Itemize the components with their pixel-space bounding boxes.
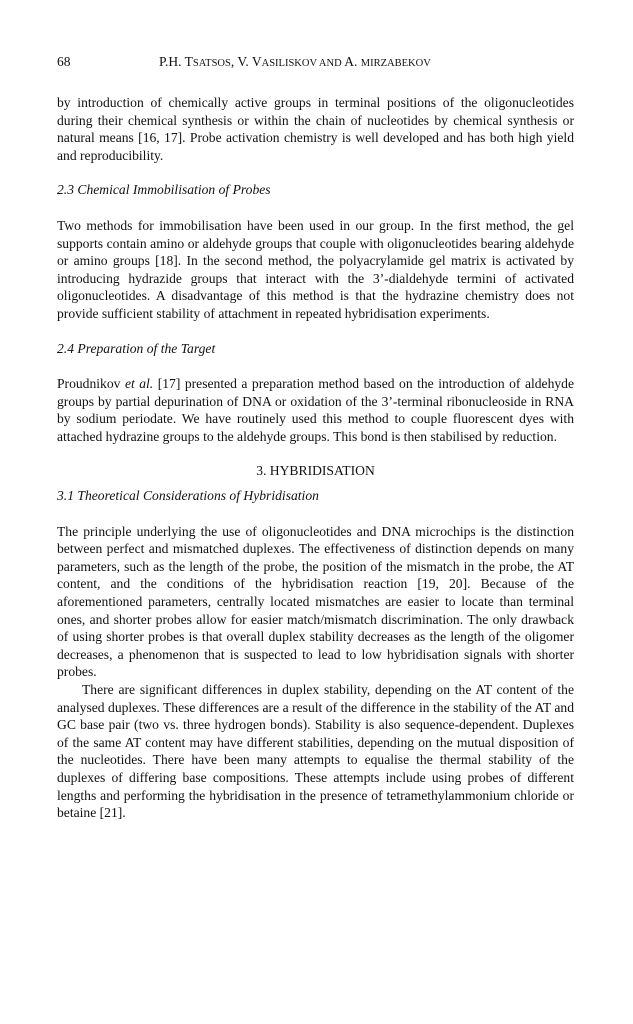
author-surname-rest: ASILISKOV <box>261 58 317 69</box>
page-number: 68 <box>57 54 71 69</box>
paragraph-immobilisation: Two methods for immobilisation have been used in our group. In the first method, the gel supports contain amino or aldehyde groups that couple with oligonucleotides bearing aldehyde or amino groups [18]. In the second method, the polyacrylamide gel matrix is activated by introducing hydrazide groups that interact with the 3’-dialdehyde termini of activated oligonucleotides. A disadvantage of this method is that the hydrazine chemistry does not provide sufficient stability of attachment in repeated hybridisation experiments. <box>57 217 574 321</box>
author-separator: AND <box>316 58 345 69</box>
subsection-heading-2-4: 2.4 Preparation of the Target <box>57 340 216 356</box>
paragraph-intro: by introduction of chemically active groups in terminal positions of the oligonucleotides during their chemical synthesis or within the chain of nucleotides by chemical synthesis or natural means [16, 17]. Probe activation chemistry is well developed and has both high yield and reproducibility. <box>57 95 574 163</box>
section-heading-3: 3. HYBRIDISATION <box>256 462 375 478</box>
paragraph-duplex-stability: There are significant differences in duplex stability, depending on the AT content of the analysed duplexes. These differences are a result of the difference in the stability of the AT and GC base pair (two vs. three hydrogen bonds). Stability is also sequence-dependent. Duplexes of the same AT content may have different stabilities, depending on the mutual disposition of the nucleotides. There have been many attempts to equalise the thermal stability of the duplexes of differing base compositions. These attempts include using probes of different lengths and performing the hybridisation in the presence of tetramethylammonium chloride or betaine [21]. <box>57 682 574 821</box>
author-initials: A. <box>344 54 361 69</box>
author-surname-rest: SATSOS <box>192 58 231 69</box>
author-surname-first: V <box>251 54 262 69</box>
et-al: et al. <box>124 376 154 392</box>
author-name: Proudnikov <box>57 376 125 392</box>
page <box>57 54 574 822</box>
paragraph-text: [17] presented a preparation method based on the introduction of aldehyde groups by partial depurination of DNA or oxidation of the 3’-terminal ribonucleoside in RNA by sodium periodate. We have routinely used this method to couple fluorescent dyes with attached hydrazine groups to the aldehyde groups. This bond is then stabilised by reduction. <box>57 376 575 444</box>
running-head <box>57 54 574 74</box>
subsection-heading-3-1: 3.1 Theoretical Considerations of Hybridisation <box>57 488 319 504</box>
author-surname-rest: MIRZABEKOV <box>360 58 431 69</box>
author-initials: V. <box>237 54 252 69</box>
paragraph-target-preparation <box>57 375 574 445</box>
running-title-authors <box>159 54 431 70</box>
author-separator: , <box>230 54 238 69</box>
author-initials: P.H. <box>159 54 185 69</box>
author-surname-first: T <box>184 54 193 69</box>
subsection-heading-2-3: 2.3 Chemical Immobilisation of Probes <box>57 182 271 198</box>
paragraph-hybridisation-principle: The principle underlying the use of oligonucleotides and DNA microchips is the distinction between perfect and mismatched duplexes. The effectiveness of distinction depends on many parameters, such as the length of the probe, the position of the mismatch in the probe, the AT content, and the conditions of the hybridisation reaction [19, 20]. Because of the aforementioned parameters, centrally located mismatches are easier to locate than terminal ones, and shorter probes allow for easier match/mismatch discrimination. The only drawback of using shorter probes is that overall duplex stability decreases as the length of the oligomer decreases, a phenomenon that is suspected to lead to low hybridisation signals with shorter probes. <box>57 523 574 680</box>
